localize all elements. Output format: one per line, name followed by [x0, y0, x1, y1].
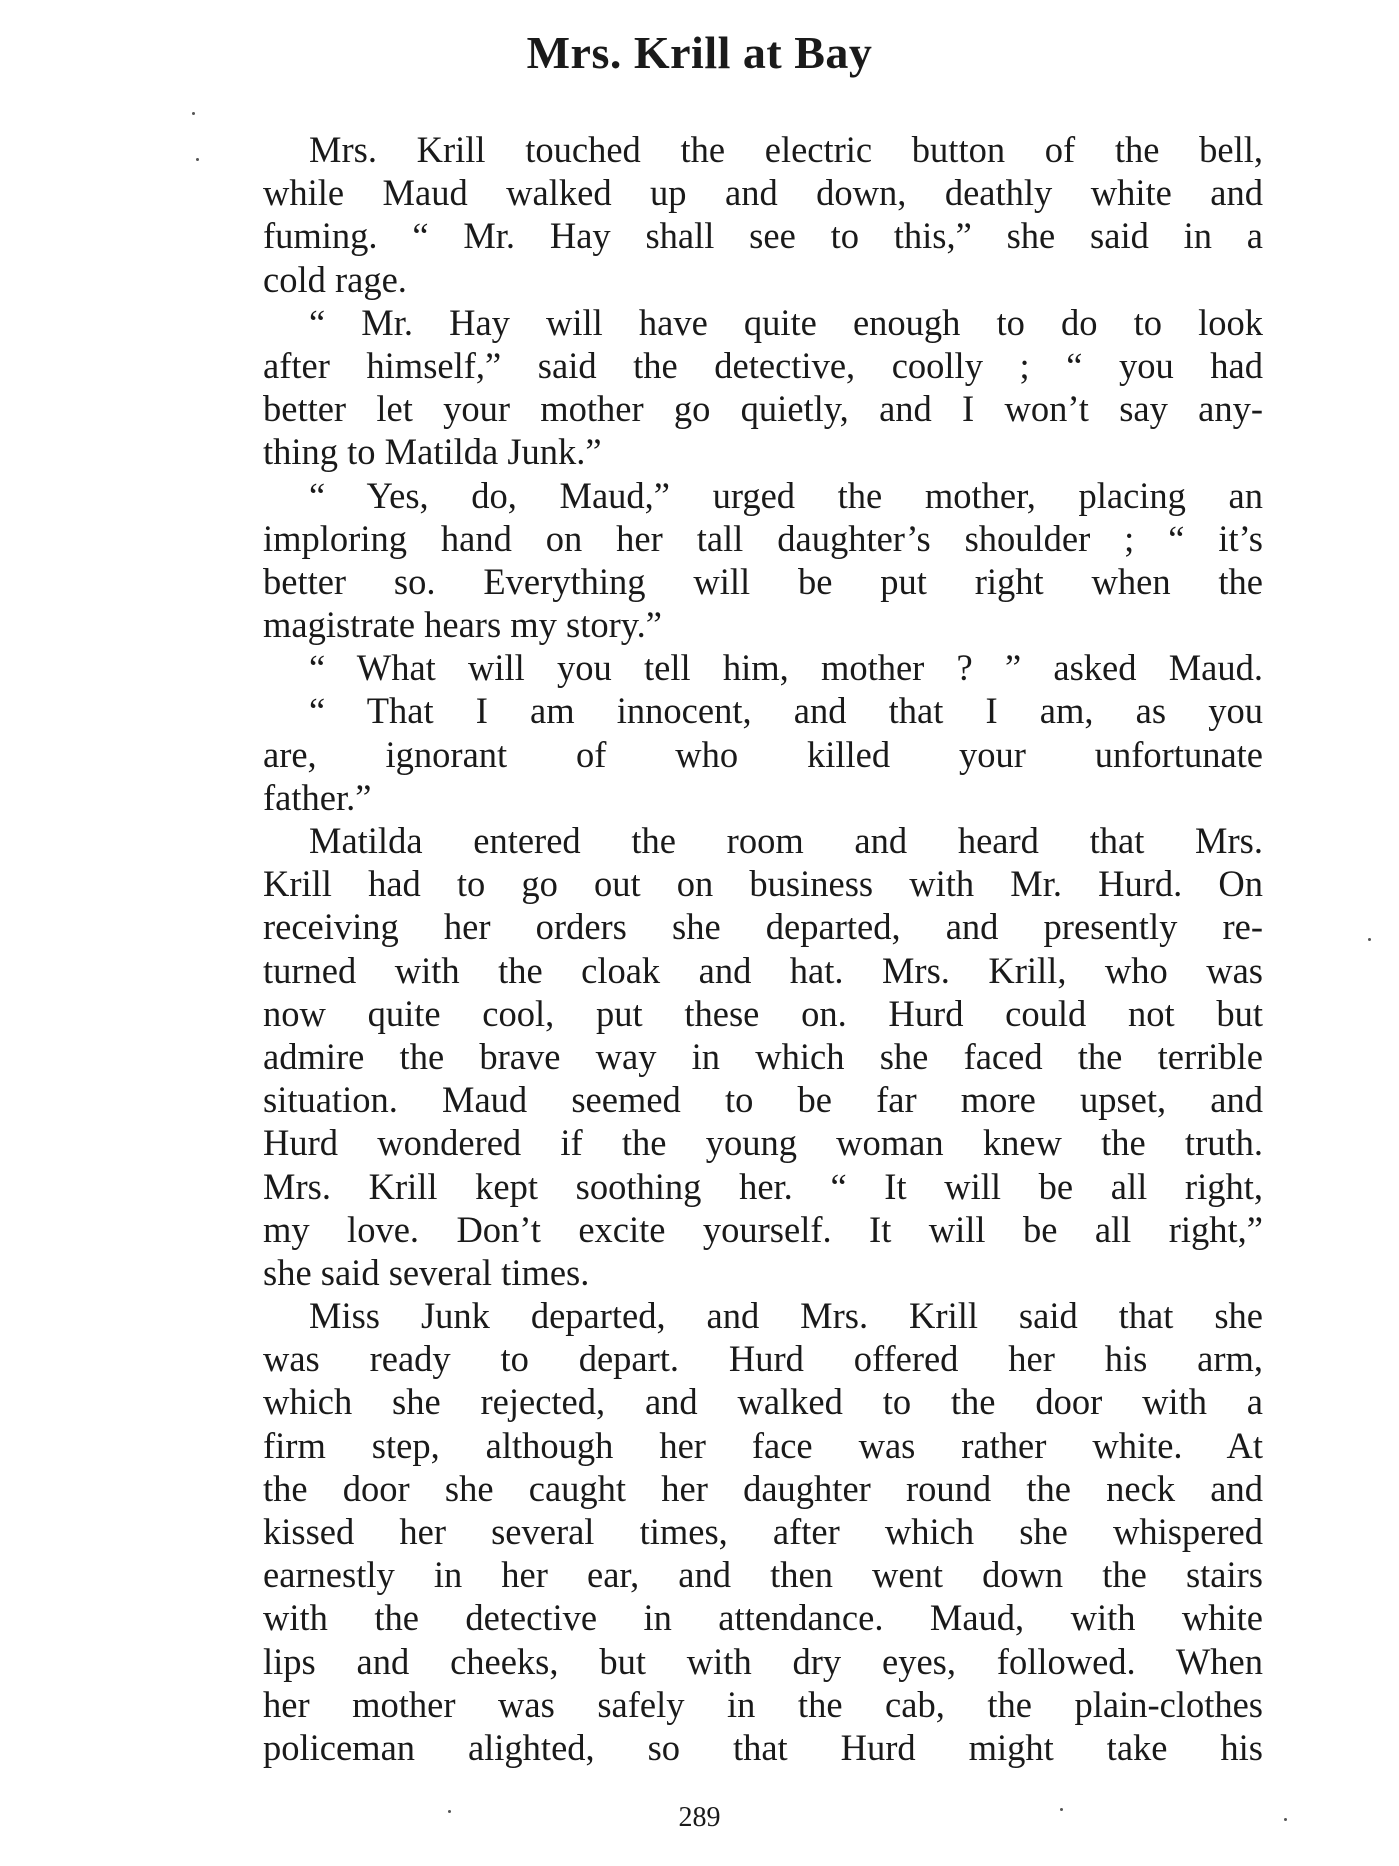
running-head: Mrs. Krill at Bay [526, 27, 873, 78]
text-line: are, ignorant of who killed your unfortunate [263, 733, 1263, 775]
text-line: turned with the cloak and hat. Mrs. Krill, who was [263, 949, 1263, 991]
paragraph-2 [263, 301, 1263, 474]
page-number: 289 [678, 1802, 721, 1833]
scan-speck [196, 158, 199, 161]
text-line: “ What will you tell him, mother ? ” asked Maud. [309, 647, 1263, 689]
text-line: fuming. “ Mr. Hay shall see to this,” she said in a [263, 215, 1263, 257]
paragraph-3 [263, 474, 1263, 647]
text-line: admire the brave way in which she faced the terrible [263, 1035, 1263, 1077]
text-line: Miss Junk departed, and Mrs. Krill said that she [309, 1295, 1263, 1337]
text-line: now quite cool, put these on. Hurd could not but [263, 992, 1263, 1034]
text-line: which she rejected, and walked to the door with a [263, 1381, 1263, 1423]
text-line: thing to Matilda Junk.” [263, 431, 602, 473]
scan-speck [448, 1810, 451, 1813]
text-line: policeman alighted, so that Hurd might take his [263, 1726, 1263, 1768]
scan-speck [1284, 1818, 1287, 1821]
text-line: Krill had to go out on business with Mr. Hurd. On [263, 863, 1263, 905]
text-line: Matilda entered the room and heard that Mrs. [309, 820, 1263, 861]
paragraph-1 [263, 128, 1263, 301]
text-line: after himself,” said the detective, coolly ; “ you had [263, 344, 1263, 386]
text-line: firm step, although her face was rather white. At [263, 1424, 1263, 1466]
scan-speck [1368, 938, 1371, 941]
text-line: lips and cheeks, but with dry eyes, followed. When [263, 1640, 1263, 1682]
body-text [263, 128, 1263, 1769]
text-line: Mrs. Krill kept soothing her. “ It will be all right, [263, 1165, 1263, 1207]
text-line: while Maud walked up and down, deathly white and [263, 172, 1263, 214]
text-line: the door she caught her daughter round the neck and [263, 1467, 1263, 1509]
text-line: Hurd wondered if the young woman knew the truth. [263, 1122, 1263, 1164]
text-line: imploring hand on her tall daughter’s shoulder ; “ it’s [263, 517, 1263, 559]
text-line: receiving her orders she departed, and presently re- [263, 906, 1263, 948]
scan-speck [1060, 1808, 1063, 1811]
text-line: better let your mother go quietly, and I won’t say any- [263, 388, 1263, 430]
text-line: my love. Don’t excite yourself. It will be all right,” [263, 1208, 1263, 1250]
text-line: Mrs. Krill touched the electric button of the bell, [309, 129, 1263, 170]
scan-speck [192, 112, 195, 115]
text-line: “ Yes, do, Maud,” urged the mother, placing an [309, 474, 1263, 516]
text-line: cold rage. [263, 258, 407, 300]
text-line: “ Mr. Hay will have quite enough to do to look [309, 301, 1263, 343]
text-line: earnestly in her ear, and then went down the stairs [263, 1554, 1263, 1596]
paragraph-6 [263, 819, 1263, 1294]
text-line: father.” [263, 776, 372, 818]
text-line: she said several times. [263, 1251, 590, 1293]
text-line: with the detective in attendance. Maud, with white [263, 1597, 1263, 1639]
text-line: was ready to depart. Hurd offered her his arm, [263, 1338, 1263, 1380]
paragraph-5 [263, 689, 1263, 819]
paragraph-7 [263, 1294, 1263, 1769]
text-line: better so. Everything will be put right when the [263, 560, 1263, 602]
text-line: magistrate hears my story.” [263, 604, 663, 646]
text-line: situation. Maud seemed to be far more upset, and [263, 1079, 1263, 1121]
text-line: “ That I am innocent, and that I am, as you [309, 690, 1263, 732]
text-line: kissed her several times, after which she whispered [263, 1511, 1263, 1552]
paragraph-4 [263, 646, 1263, 689]
text-line: her mother was safely in the cab, the plain-clothes [263, 1683, 1263, 1725]
